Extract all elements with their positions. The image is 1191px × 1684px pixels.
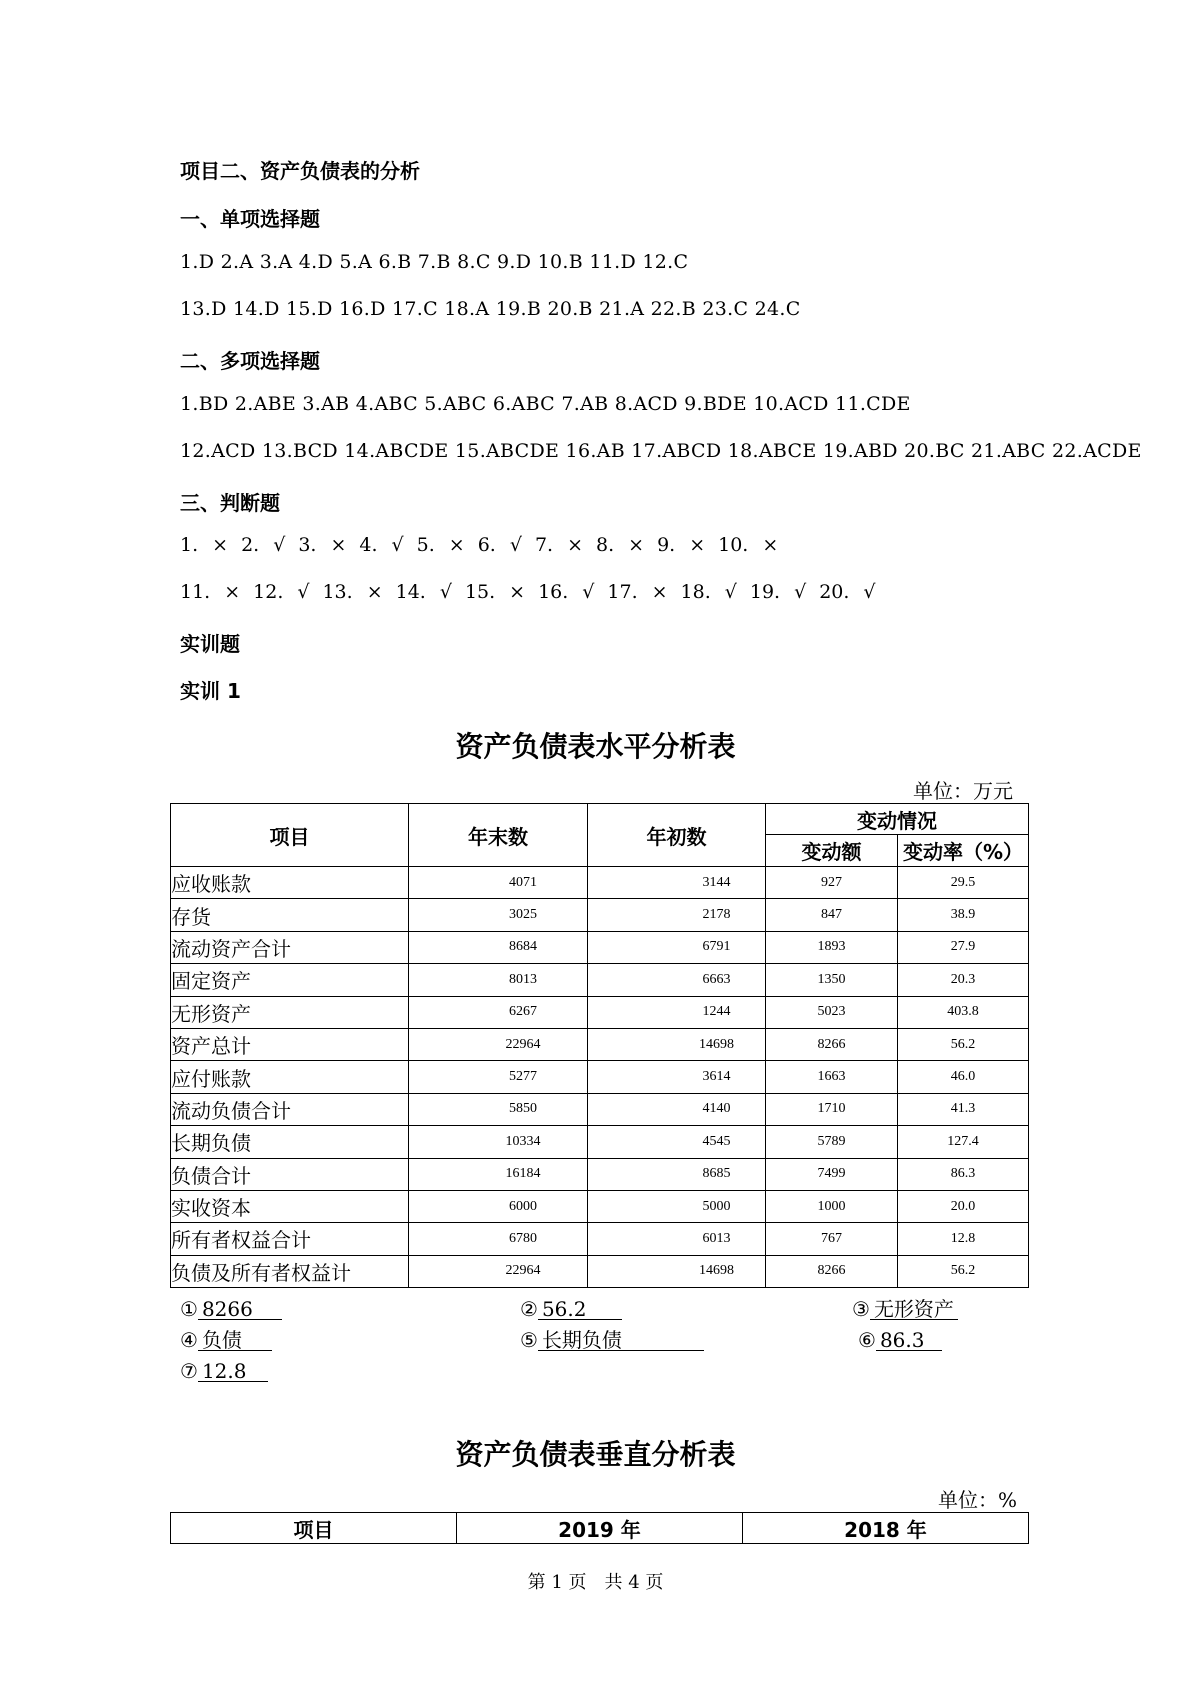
table-row [171, 1093, 1029, 1125]
row-change-rate-cell: 12.8 [898, 1223, 1029, 1255]
row-year-begin-cell: 14698 [588, 1255, 766, 1287]
row-change-amount-cell: 8266 [766, 1255, 898, 1287]
row-year-end-cell: 10334 [409, 1126, 588, 1158]
row-year-end-cell: 16184 [409, 1158, 588, 1190]
true-false-number: 20. [819, 581, 850, 603]
col-header-year-begin: 年初数 [588, 804, 766, 867]
true-false-item [322, 581, 382, 603]
true-false-number: 7. [534, 534, 554, 556]
table-row [171, 996, 1029, 1028]
table-row [171, 867, 1029, 899]
true-false-number: 10. [718, 534, 749, 556]
row-year-end-cell: 6267 [409, 996, 588, 1028]
row-year-end-cell: 6780 [409, 1223, 588, 1255]
true-false-item [396, 581, 452, 603]
row-change-amount-cell: 1663 [766, 1061, 898, 1093]
table-row [171, 1223, 1029, 1255]
row-item-cell: 应付账款 [171, 1061, 409, 1093]
true-false-mark: √ [794, 581, 807, 603]
row-year-begin-cell: 1244 [588, 996, 766, 1028]
row-item-cell: 流动负债合计 [171, 1093, 409, 1125]
true-false-number: 6. [477, 534, 496, 556]
horizontal-table-title: 资产负债表水平分析表 [455, 730, 736, 763]
answer-2: ② 56.2 [520, 1297, 622, 1321]
multi-choice-answers-2: 12.ACD 13.BCD 14.ABCDE 15.ABCDE 16.AB 17.ABCD 18.ABCE 19.ABD 20.BC 21.ABC 22.ACDE [180, 440, 1142, 462]
true-false-mark: × [651, 581, 668, 603]
true-false-mark: √ [509, 534, 522, 556]
true-false-number: 11. [180, 581, 211, 603]
table-row [171, 1126, 1029, 1158]
true-false-mark: × [689, 534, 706, 556]
col-header-change-amount: 变动额 [766, 835, 898, 867]
vertical-col-header-2019: 2019 年 [457, 1513, 743, 1544]
table-row [171, 1255, 1029, 1287]
row-change-amount-cell: 7499 [766, 1158, 898, 1190]
row-change-amount-cell: 5023 [766, 996, 898, 1028]
true-false-number: 4. [359, 534, 378, 556]
row-year-begin-cell: 6013 [588, 1223, 766, 1255]
row-year-end-cell: 6000 [409, 1190, 588, 1222]
true-false-mark: × [567, 534, 583, 556]
row-change-amount-cell: 767 [766, 1223, 898, 1255]
true-false-heading: 三、判断题 [180, 491, 280, 515]
true-false-number: 15. [464, 581, 496, 603]
vertical-col-header-2018: 2018 年 [743, 1513, 1029, 1544]
true-false-number: 9. [657, 534, 676, 556]
row-item-cell: 所有者权益合计 [171, 1223, 409, 1255]
row-change-amount-cell: 927 [766, 867, 898, 899]
true-false-number: 18. [680, 581, 711, 603]
row-item-cell: 流动资产合计 [171, 931, 409, 963]
vertical-analysis-table [170, 1512, 1029, 1544]
page-footer: 第 1 页 共 4 页 [527, 1572, 664, 1593]
col-header-year-end: 年末数 [409, 804, 588, 867]
answer-6: ⑥ 86.3 [858, 1328, 942, 1352]
true-false-mark: √ [273, 534, 286, 556]
true-false-answers-1 [180, 534, 791, 556]
answer-1: ① 8266 [180, 1297, 282, 1321]
row-item-cell: 长期负债 [171, 1126, 409, 1158]
true-false-mark: √ [582, 581, 595, 603]
true-false-mark: × [628, 534, 645, 556]
row-change-amount-cell: 1893 [766, 931, 898, 963]
row-year-begin-cell: 6663 [588, 964, 766, 996]
true-false-item [750, 581, 806, 603]
table-row [171, 1190, 1029, 1222]
table-row [171, 931, 1029, 963]
row-item-cell: 实收资本 [171, 1190, 409, 1222]
true-false-item [596, 534, 644, 556]
table-row [171, 1158, 1029, 1190]
row-year-end-cell: 22964 [409, 1028, 588, 1060]
row-year-end-cell: 5850 [409, 1093, 588, 1125]
row-year-end-cell: 5277 [409, 1061, 588, 1093]
row-change-rate-cell: 20.0 [898, 1190, 1029, 1222]
single-choice-answers-1: 1.D 2.A 3.A 4.D 5.A 6.B 7.B 8.C 9.D 10.B 11.D 12.C [180, 251, 689, 273]
row-item-cell: 负债合计 [171, 1158, 409, 1190]
true-false-item [359, 534, 403, 556]
true-false-mark: √ [863, 581, 876, 603]
row-change-rate-cell: 56.2 [898, 1255, 1029, 1287]
true-false-item [180, 581, 240, 603]
true-false-number: 14. [395, 581, 426, 603]
single-choice-answers-2: 13.D 14.D 15.D 16.D 17.C 18.A 19.B 20.B 21.A 22.B 23.C 24.C [180, 298, 801, 320]
row-item-cell: 存货 [171, 899, 409, 931]
single-choice-heading: 一、单项选择题 [180, 207, 320, 231]
row-year-end-cell: 22964 [409, 1255, 588, 1287]
true-false-mark: × [509, 581, 526, 603]
row-change-rate-cell: 127.4 [898, 1126, 1029, 1158]
true-false-mark: × [224, 581, 241, 603]
practice-heading: 实训题 [180, 632, 240, 656]
vertical-table-title: 资产负债表垂直分析表 [455, 1438, 736, 1471]
project-title: 项目二、资产负债表的分析 [180, 159, 420, 183]
true-false-item [535, 534, 583, 556]
col-header-change-group: 变动情况 [766, 804, 1029, 835]
true-false-item [607, 581, 667, 603]
col-header-item: 项目 [171, 804, 409, 867]
true-false-mark: √ [391, 534, 404, 556]
true-false-number: 2. [241, 534, 260, 556]
true-false-item [681, 581, 737, 603]
row-item-cell: 负债及所有者权益计 [171, 1255, 409, 1287]
true-false-number: 1. [180, 534, 199, 556]
true-false-number: 17. [607, 581, 638, 603]
multi-choice-heading: 二、多项选择题 [180, 349, 320, 373]
answer-7: ⑦ 12.8 [180, 1359, 268, 1383]
answer-4: ④ 负债 [180, 1328, 272, 1352]
row-change-rate-cell: 403.8 [898, 996, 1029, 1028]
true-false-number: 3. [298, 534, 317, 556]
true-false-mark: × [366, 581, 383, 603]
true-false-number: 8. [596, 534, 615, 556]
row-change-amount-cell: 1350 [766, 964, 898, 996]
row-year-begin-cell: 4545 [588, 1126, 766, 1158]
true-false-mark: √ [297, 581, 310, 603]
true-false-answers-2 [180, 581, 889, 603]
row-year-begin-cell: 3144 [588, 867, 766, 899]
true-false-item [465, 581, 525, 603]
row-year-end-cell: 8684 [409, 931, 588, 963]
vertical-col-header-item: 项目 [171, 1513, 457, 1544]
row-year-end-cell: 8013 [409, 964, 588, 996]
row-item-cell: 应收账款 [171, 867, 409, 899]
true-false-item [718, 534, 778, 556]
true-false-mark: × [330, 534, 347, 556]
true-false-mark: × [762, 534, 779, 556]
row-year-end-cell: 3025 [409, 899, 588, 931]
true-false-item [298, 534, 346, 556]
row-change-rate-cell: 27.9 [898, 931, 1029, 963]
true-false-number: 5. [416, 534, 435, 556]
row-item-cell: 资产总计 [171, 1028, 409, 1060]
row-change-rate-cell: 56.2 [898, 1028, 1029, 1060]
true-false-number: 13. [322, 581, 353, 603]
true-false-item [180, 534, 228, 556]
multi-choice-answers-1: 1.BD 2.ABE 3.AB 4.ABC 5.ABC 6.ABC 7.AB 8.ACD 9.BDE 10.ACD 11.CDE [180, 393, 911, 415]
row-year-begin-cell: 3614 [588, 1061, 766, 1093]
row-change-rate-cell: 41.3 [898, 1093, 1029, 1125]
row-item-cell: 无形资产 [171, 996, 409, 1028]
table-row [171, 964, 1029, 996]
row-year-end-cell: 4071 [409, 867, 588, 899]
row-year-begin-cell: 4140 [588, 1093, 766, 1125]
true-false-item [253, 581, 309, 603]
horizontal-table-unit: 单位：万元 [913, 779, 1013, 803]
table-row [171, 1061, 1029, 1093]
row-year-begin-cell: 8685 [588, 1158, 766, 1190]
true-false-number: 12. [253, 581, 284, 603]
answer-3: ③ 无形资产 [852, 1297, 958, 1321]
table-row [171, 899, 1029, 931]
row-year-begin-cell: 6791 [588, 931, 766, 963]
table-row [171, 1028, 1029, 1060]
true-false-mark: √ [439, 581, 452, 603]
true-false-mark: × [212, 534, 229, 556]
row-change-amount-cell: 8266 [766, 1028, 898, 1060]
true-false-number: 16. [538, 581, 569, 603]
true-false-mark: √ [724, 581, 737, 603]
row-change-amount-cell: 1710 [766, 1093, 898, 1125]
row-change-rate-cell: 86.3 [898, 1158, 1029, 1190]
true-false-item [417, 534, 465, 556]
row-change-amount-cell: 1000 [766, 1190, 898, 1222]
row-year-begin-cell: 2178 [588, 899, 766, 931]
col-header-change-rate: 变动率（%） [898, 835, 1029, 867]
row-change-rate-cell: 38.9 [898, 899, 1029, 931]
row-change-amount-cell: 847 [766, 899, 898, 931]
row-year-begin-cell: 14698 [588, 1028, 766, 1060]
true-false-item [819, 581, 875, 603]
true-false-item [478, 534, 522, 556]
true-false-number: 19. [749, 581, 781, 603]
row-change-rate-cell: 29.5 [898, 867, 1029, 899]
row-change-rate-cell: 20.3 [898, 964, 1029, 996]
row-change-amount-cell: 5789 [766, 1126, 898, 1158]
answer-5: ⑤ 长期负债 [520, 1328, 704, 1352]
horizontal-analysis-table [170, 803, 1029, 1288]
true-false-item [657, 534, 705, 556]
row-year-begin-cell: 5000 [588, 1190, 766, 1222]
vertical-table-unit: 单位：% [938, 1488, 1018, 1512]
true-false-mark: × [448, 534, 465, 556]
practice-1-heading: 实训 1 [180, 679, 241, 703]
row-item-cell: 固定资产 [171, 964, 409, 996]
row-change-rate-cell: 46.0 [898, 1061, 1029, 1093]
true-false-item [241, 534, 285, 556]
true-false-item [538, 581, 594, 603]
